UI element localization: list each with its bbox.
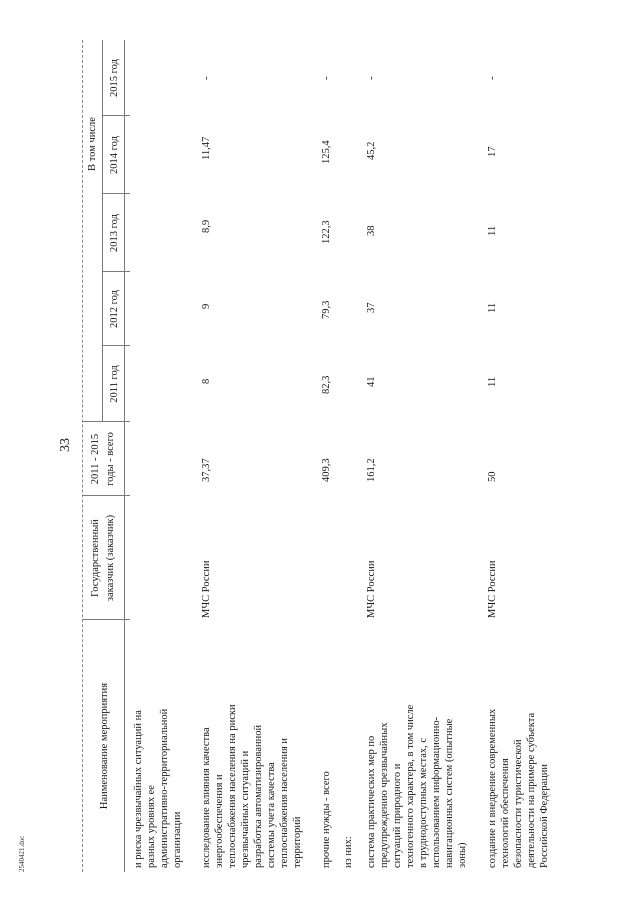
row5-value-2013: 11 xyxy=(487,225,498,236)
body-tick-1 xyxy=(124,619,130,620)
row2-value-2013: 122,3 xyxy=(321,220,332,244)
header-year-2013: 2013 год xyxy=(109,214,120,252)
header-including: В том числе xyxy=(87,117,98,171)
row1-name-line-6: системы учета качества xyxy=(266,762,277,868)
row4-value-2012: 37 xyxy=(366,302,377,313)
row4-name-line-6: использованием информационно- xyxy=(431,716,442,868)
row5-name-line-3: безопасности туристической xyxy=(513,739,524,868)
row4-value-2015: - xyxy=(366,76,377,80)
subheader-separator xyxy=(102,40,103,422)
row4-name-line-1: система практических мер по xyxy=(366,735,377,868)
header-name: Наименование мероприятия xyxy=(99,682,110,810)
row5-name-line-1: создание и внедрение современных xyxy=(487,708,498,868)
document-reference: 2540421.doc xyxy=(18,835,26,872)
row4-total: 161,2 xyxy=(366,458,377,482)
body-tick-2 xyxy=(124,495,130,496)
row0-name-line-2: разных уровнях ее xyxy=(146,785,157,868)
row5-customer: МЧС России xyxy=(487,560,498,618)
table-top-border xyxy=(82,40,83,872)
rotated-table xyxy=(82,40,632,880)
row1-name-line-5: разработка автоматизированной xyxy=(253,724,264,868)
row2-value-2012: 79,3 xyxy=(321,300,332,319)
row1-name-line-8: территорий xyxy=(292,816,303,868)
body-tick-6 xyxy=(124,193,130,194)
row4-value-2013: 38 xyxy=(366,225,377,236)
row5-value-2012: 11 xyxy=(487,302,498,313)
header-total-line-2: годы - всего xyxy=(105,432,116,486)
row0-name-line-1: и риска чрезвычайных ситуаций на xyxy=(133,710,144,868)
row0-name-line-4: организации xyxy=(172,811,183,868)
header-year-2014: 2014 год xyxy=(109,136,120,174)
row5-value-2011: 11 xyxy=(487,376,498,387)
header-customer-line-1: Государственный xyxy=(90,519,101,597)
header-year-2011: 2011 год xyxy=(109,365,120,403)
row2-value-2015: - xyxy=(321,76,332,80)
header-year-2015: 2015 год xyxy=(109,59,120,97)
row4-customer: МЧС России xyxy=(366,560,377,618)
row4-value-2014: 45,2 xyxy=(366,141,377,160)
row5-name-line-4: деятельности на примере субъекта xyxy=(526,712,537,868)
row1-value-2014: 11,47 xyxy=(201,136,212,160)
row1-name-line-4: чрезвычайных ситуаций и xyxy=(240,750,251,868)
row1-total: 37,37 xyxy=(201,458,212,482)
body-tick-5 xyxy=(124,271,130,272)
row5-total: 50 xyxy=(487,471,498,482)
header-customer-line-2: заказчик (заказчик) xyxy=(105,514,116,602)
row5-name-line-2: технологий обеспечения xyxy=(500,758,511,868)
header-total-line-1: 2011 - 2015 xyxy=(90,433,101,485)
row4-name-line-5: в труднодоступных местах, с xyxy=(418,737,429,868)
row5-value-2014: 17 xyxy=(487,146,498,157)
body-tick-4 xyxy=(124,345,130,346)
row1-name-line-7: теплоснабжения населения и xyxy=(279,737,290,868)
row1-name-line-1: исследование влияния качества xyxy=(201,727,212,868)
page-number: 33 xyxy=(58,438,73,452)
row1-name-line-3: теплоснабжения населения на риски xyxy=(227,704,238,868)
row1-value-2012: 9 xyxy=(201,303,212,309)
row1-customer: МЧС России xyxy=(201,560,212,618)
row2-total: 409,3 xyxy=(321,458,332,482)
row2-value-2014: 125,4 xyxy=(321,140,332,164)
body-tick-3 xyxy=(124,421,130,422)
header-bottom-border xyxy=(124,40,125,872)
row3-name: из них: xyxy=(343,836,354,868)
body-tick-7 xyxy=(124,115,130,116)
row4-value-2011: 41 xyxy=(366,376,377,387)
row1-value-2011: 8 xyxy=(201,378,212,384)
row4-name-line-4: техногенного характера, в том числе xyxy=(405,704,416,868)
row4-name-line-3: ситуаций природного и xyxy=(392,763,403,868)
row5-value-2015: - xyxy=(487,76,498,80)
row2-value-2011: 82,3 xyxy=(321,375,332,394)
row1-value-2013: 8,9 xyxy=(201,219,212,233)
row1-value-2015: - xyxy=(201,76,212,80)
row4-name-line-2: предупреждению чрезвычайных xyxy=(379,722,390,868)
row0-name-line-3: административно-территориальной xyxy=(159,708,170,868)
row5-name-line-5: Российской Федерации xyxy=(539,764,550,868)
row4-name-line-7: навигационных систем (опытные xyxy=(444,718,455,868)
header-year-2012: 2012 год xyxy=(109,290,120,328)
row2-name: прочие нужды - всего xyxy=(321,771,332,868)
row4-name-line-8: зоны) xyxy=(457,842,468,868)
row1-name-line-2: энергообеспечения и xyxy=(214,774,225,868)
